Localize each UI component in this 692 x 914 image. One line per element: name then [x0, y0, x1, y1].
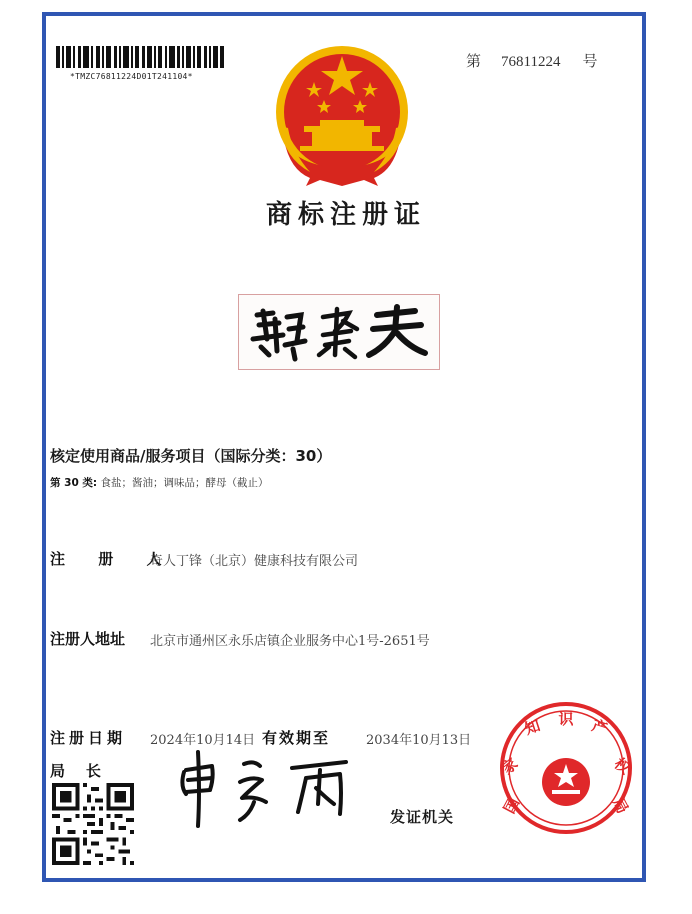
registrant-value: 奇人丁锋（北京）健康科技有限公司: [150, 554, 359, 569]
goods-items: 食盐；酱油；调味品；酵母（截止）: [100, 477, 269, 489]
certificate-number: [466, 50, 597, 71]
director-label: 局 长: [50, 762, 101, 780]
barcode: [56, 46, 224, 68]
svg-text:局: 局: [608, 794, 632, 817]
number-value: 76811224: [501, 54, 561, 70]
number-prefix: 第: [466, 52, 482, 70]
trademark-calligraphy-icon: [239, 295, 439, 369]
svg-text:识: 识: [558, 710, 574, 728]
trademark-image: [238, 294, 440, 370]
barcode-text: *TMZC76811224D01T241104*: [70, 72, 193, 81]
goods-class: 第 30 类:: [50, 477, 98, 489]
valid-until-value: 2034年10月13日: [366, 733, 472, 748]
goods-heading: 核定使用商品/服务项目（国际分类：30）: [50, 447, 332, 465]
reg-date-value: 2024年10月14日: [150, 733, 256, 748]
certificate-title: 商标注册证: [265, 200, 426, 230]
svg-text:家: 家: [498, 754, 522, 778]
valid-until-label: 有效期至: [262, 729, 331, 747]
address-value: 北京市通州区永乐店镇企业服务中心1号-2651号: [150, 634, 430, 649]
number-suffix: 号: [582, 52, 598, 70]
svg-text:国: 国: [500, 794, 524, 817]
official-seal: [496, 698, 636, 838]
national-emblem-icon: [270, 40, 414, 190]
national-emblem-small-icon: [542, 758, 590, 806]
address-label: 注册人地址: [50, 630, 126, 648]
qr-code: [52, 783, 134, 865]
issuer-label: 发证机关: [390, 808, 455, 826]
goods-list: [50, 475, 268, 490]
registrant-label: 注 册 人: [50, 550, 176, 568]
svg-text:产: 产: [589, 716, 610, 739]
svg-text:知: 知: [522, 716, 543, 739]
reg-date-label: 注册日期: [50, 729, 127, 747]
director-signature: [170, 742, 370, 830]
svg-text:权: 权: [610, 754, 634, 778]
